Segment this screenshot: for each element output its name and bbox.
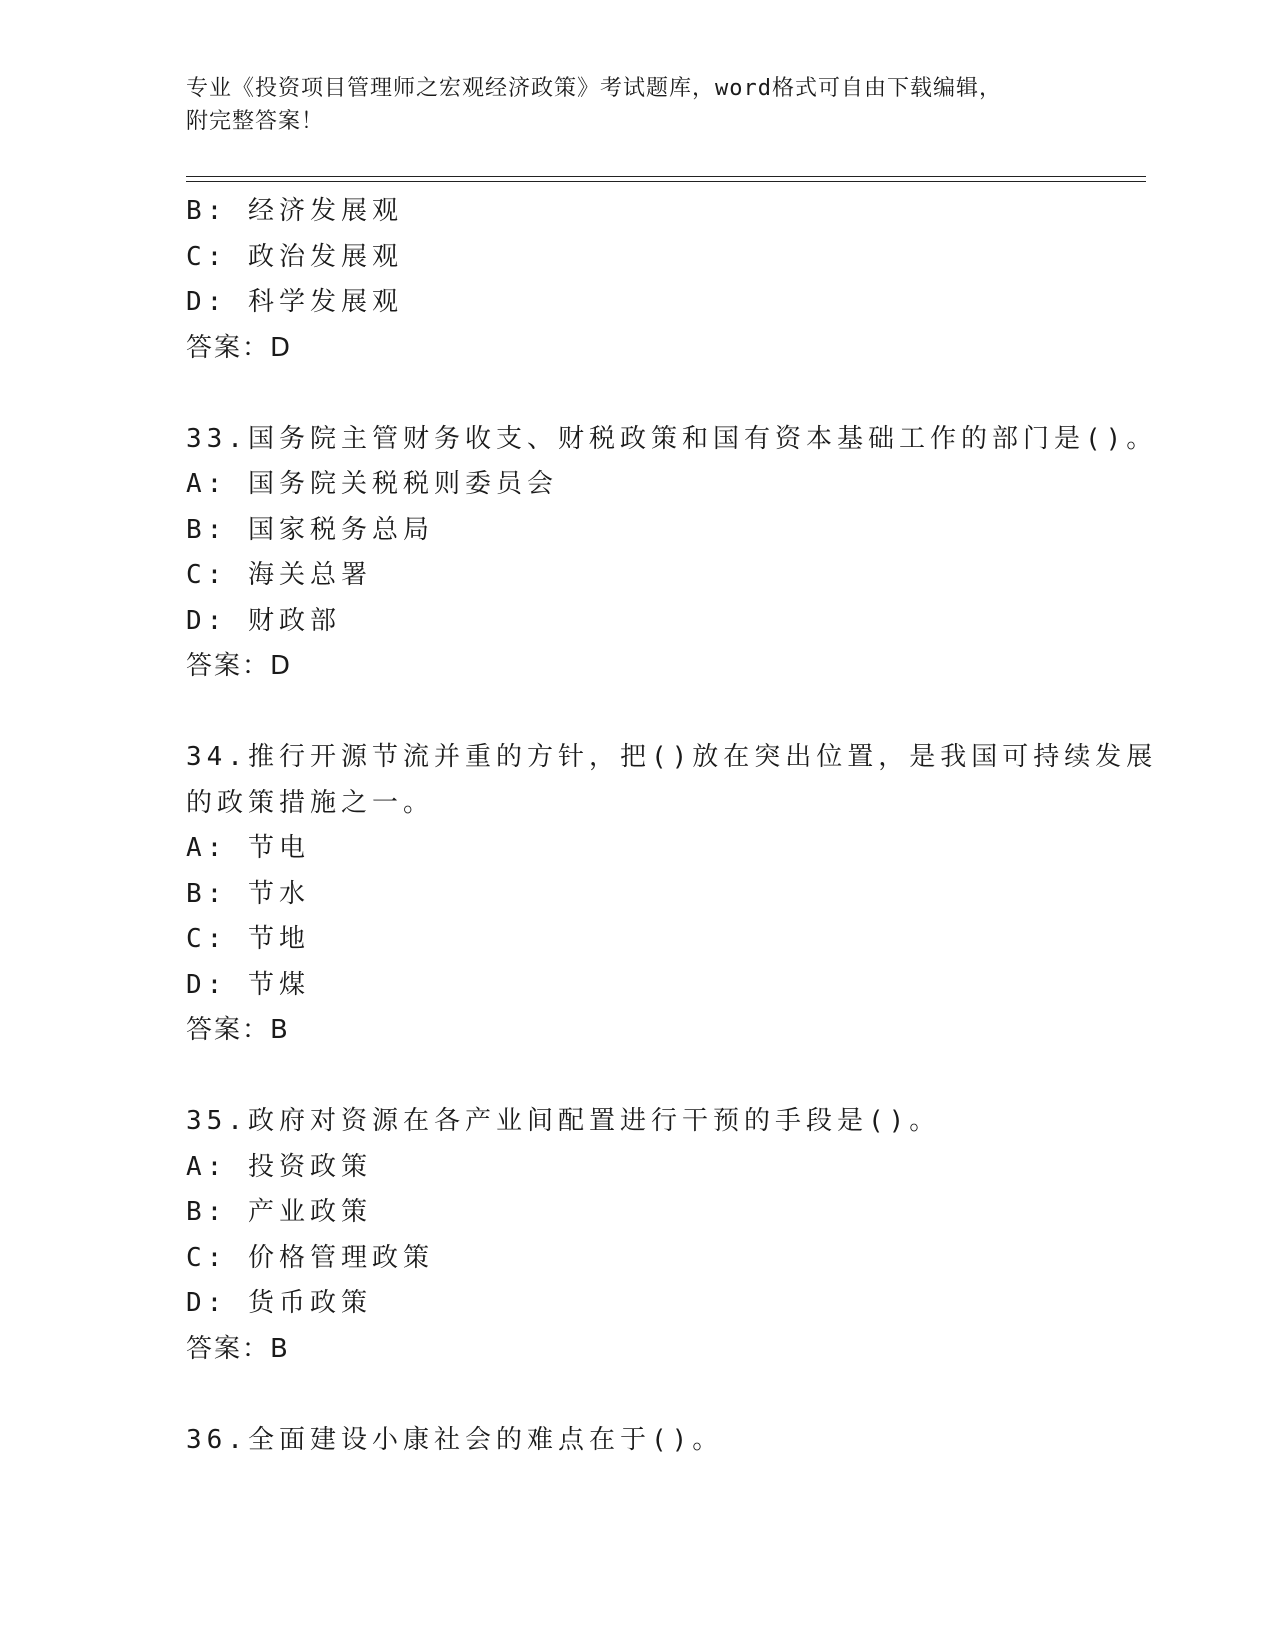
question-block-33 (186, 417, 1158, 690)
option-a: A: 国务院关税税则委员会 (186, 469, 558, 499)
header-line-1: 专业《投资项目管理师之宏观经济政策》考试题库，word格式可自由下载编辑， (186, 76, 1002, 101)
question-text: 35.政府对资源在各产业间配置进行干预的手段是()。 (186, 1106, 941, 1136)
option-d: D: 货币政策 (186, 1288, 372, 1318)
document-header (186, 72, 1066, 138)
question-text: 33.国务院主管财务收支、财税政策和国有资本基础工作的部门是()。 (186, 423, 1158, 454)
question-list (186, 189, 1158, 1463)
option-b: B: 节水 (186, 878, 310, 909)
question-text-line-2: 的政策措施之一。 (186, 787, 435, 818)
spacer (186, 690, 1086, 736)
option-b: B: 国家税务总局 (186, 514, 434, 545)
spacer (186, 1054, 1086, 1100)
option-d: D: 科学发展观 (186, 287, 403, 317)
answer-line: 答案：D (186, 332, 293, 363)
question-block-35 (186, 1099, 1086, 1372)
option-a: A: 投资政策 (186, 1151, 372, 1182)
option-b: B: 经济发展观 (186, 196, 403, 226)
question-block-34 (186, 735, 1158, 1054)
option-c: C: 海关总署 (186, 560, 372, 590)
question-block-36 (186, 1418, 1086, 1464)
question-text: 36.全面建设小康社会的难点在于()。 (186, 1424, 724, 1455)
option-d: D: 财政部 (186, 605, 341, 636)
answer-line: 答案：D (186, 651, 293, 681)
header-line-2: 附完整答案！ (186, 109, 325, 134)
header-divider-top (186, 176, 1146, 177)
option-c: C: 价格管理政策 (186, 1242, 434, 1273)
option-d: D: 节煤 (186, 969, 310, 1000)
answer-line: 答案：B (186, 1015, 290, 1045)
option-b: B: 产业政策 (186, 1197, 372, 1227)
option-c: C: 政治发展观 (186, 241, 403, 272)
question-text-line-1: 34.推行开源节流并重的方针，把()放在突出位置，是我国可持续发展 (186, 742, 1158, 772)
option-a: A: 节电 (186, 833, 310, 863)
spacer (186, 371, 1086, 417)
answer-line: 答案：B (186, 1333, 290, 1364)
option-c: C: 节地 (186, 924, 310, 954)
spacer (186, 1372, 1086, 1418)
question-block-prev (186, 189, 1086, 371)
header-divider-bottom (186, 181, 1146, 182)
